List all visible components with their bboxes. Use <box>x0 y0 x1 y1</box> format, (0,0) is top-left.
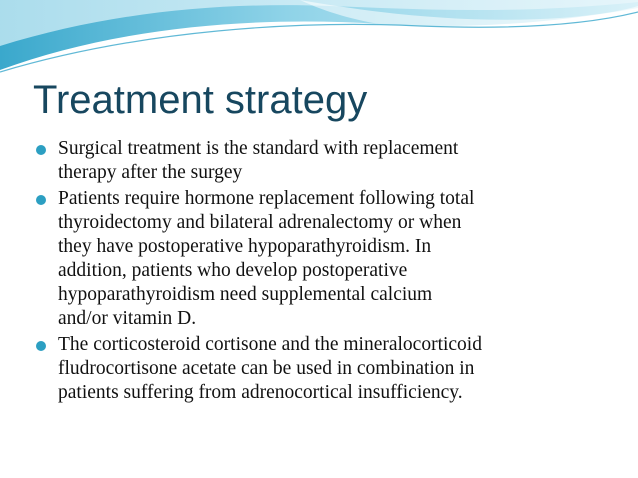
bullet-list <box>34 137 624 407</box>
bullet-line: The corticosteroid cortisone and the mineralocorticoid <box>58 334 482 355</box>
bullet-item <box>34 333 624 405</box>
bullet-dot-icon <box>36 195 46 205</box>
bullet-line: fludrocortisone acetate can be used in combination in <box>58 358 475 379</box>
bullet-line: and/or vitamin D. <box>58 308 197 329</box>
bullet-line: they have postoperative hypoparathyroidism. In <box>58 236 432 257</box>
bullet-line: patients suffering from adrenocortical insufficiency. <box>58 382 463 403</box>
bullet-line: therapy after the surgey <box>58 162 243 183</box>
bullet-line: addition, patients who develop postoperative <box>58 260 408 281</box>
slide-title: Treatment strategy <box>33 78 368 122</box>
bullet-line: hypoparathyroidism need supplemental calcium <box>58 284 433 305</box>
bullet-item <box>34 187 624 331</box>
bullet-dot-icon <box>36 145 46 155</box>
bullet-line: thyroidectomy and bilateral adrenalectomy or when <box>58 212 462 233</box>
bullet-item <box>34 137 624 185</box>
bullet-line: Surgical treatment is the standard with replacement <box>58 138 459 159</box>
bullet-dot-icon <box>36 341 46 351</box>
bullet-line: Patients require hormone replacement following total <box>58 188 475 209</box>
